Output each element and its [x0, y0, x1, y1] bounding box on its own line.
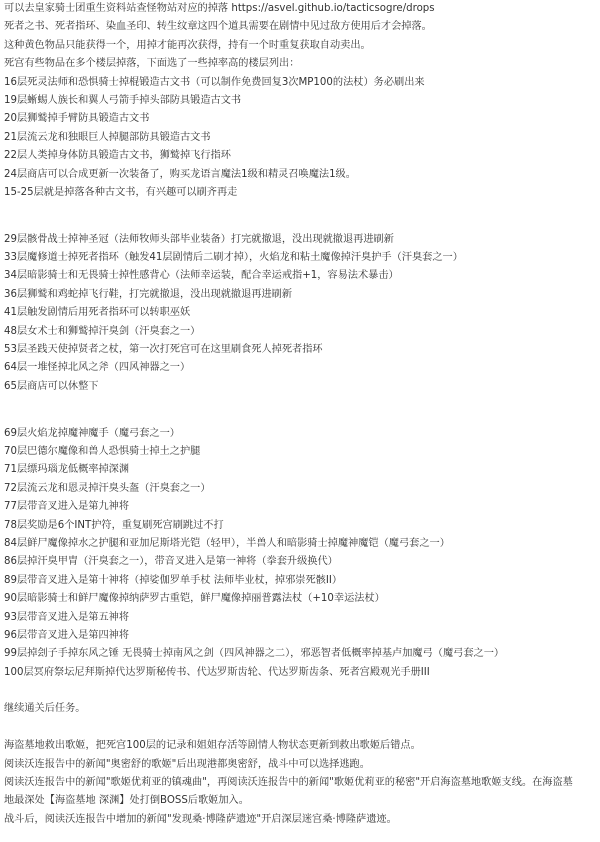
text-line: 33层魔修道士掉死者指环（触发41层剧情后二刷才掉），火焰龙和粘土魔像掉汗臭护手（汗臭套之一） — [4, 252, 463, 264]
text-line: 70层巴德尔魔像和兽人恐惧骑士掉土之护腿 — [4, 445, 201, 457]
text-line: 99层掉刽子手掉东风之锤 无畏骑士掉南风之剑（四风神器之二），邪恶智者低概率掉基卢加魔弓（魔弓套之一） — [4, 648, 505, 660]
text-line: 22层人类掉身体防具锻造古文书，狮鹫掉飞行指环 — [4, 150, 231, 162]
text-line: 战斗后，阅读沃连报告中增加的新闻"发现桑·博隆萨遗迹"开启深层迷宫桑·博隆萨遗迹。 — [4, 813, 397, 825]
intro-section — [4, 0, 596, 202]
text-line: 65层商店可以休整下 — [4, 380, 99, 392]
text-line: 16层死灵法师和恐惧骑士掉棍锻造古文书（可以制作免费回复3次MP100的法杖）务必刷出来 — [4, 76, 425, 88]
spacer — [4, 682, 596, 700]
text-line: 100层冥府祭坛尼拜斯掉代达罗斯秘传书、代达罗斯齿轮、代达罗斯齿条、死者宫殿观光手册III — [4, 666, 430, 678]
spacer — [4, 396, 596, 414]
text-line: 21层流云龙和独眼巨人掉腿部防具锻造古文书 — [4, 131, 211, 143]
text-line: 24层商店可以合成更新一次装备了，购买龙语言魔法1级和精灵召唤魔法1级。 — [4, 168, 356, 180]
post-game-section — [4, 737, 596, 829]
text-line: 64层一堆怪掉北风之斧（四风神器之一） — [4, 362, 191, 374]
spacer — [4, 202, 596, 220]
text-line: 77层带音叉进入是第九神将 — [4, 501, 130, 513]
text-line: 19层蜥蜴人族长和翼人弓箭手掉头部防具锻造古文书 — [4, 94, 242, 106]
document-page — [4, 0, 596, 829]
text-line: 15-25层就是掉落各种古文书，有兴趣可以刷齐再走 — [4, 186, 238, 198]
text-line: 53层圣践天使掉贤者之杖，第一次打死宫可在这里刷食死人掉死者指环 — [4, 344, 323, 356]
floors-69-100-section — [4, 425, 596, 682]
text-line: 72层流云龙和恩灵掉汗臭头盔（汗臭套之一） — [4, 482, 211, 494]
text-line: 84层鲜尸魔像掉水之护腿和亚加尼斯塔光铠（轻甲），半兽人和暗影骑士掉魔神魔铠（魔弓套之一） — [4, 537, 450, 549]
text-line: 78层奖励是6个INT护符，重复刷死宫刷跳过不打 — [4, 519, 224, 531]
text-line: 29层骸骨战士掉神圣冠（法师牧师头部毕业装备）打完就撤退，没出现就撤退再进刷新 — [4, 233, 394, 245]
text-line: 36层狮鹫和鸡蛇掉飞行鞋，打完就撤退，没出现就撤退再进刷新 — [4, 288, 293, 300]
text-line: 96层带音叉进入是第四神将 — [4, 629, 130, 641]
text-line: 89层带音叉进入是第十神将（掉娑伽罗单手杖 法师毕业杖，掉邪崇死骸II） — [4, 574, 343, 586]
continue-note: 继续通关后任务。 — [4, 703, 86, 715]
text-line: 阅读沃连报告中的新闻"奥密舒的歌姬"后出现港都奥密舒，战斗中可以选择逃跑。 — [4, 758, 370, 770]
text-line: 86层掉汗臭甲胄（汗臭套之一），带音叉进入是第一神将（拳套升级换代） — [4, 556, 338, 568]
text-line: 可以去皇家骑士团重生资料站查怪物站对应的掉落 https://asvel.github.io/tacticsogre/drops — [4, 3, 435, 14]
text-line: 69层火焰龙掉魔神魔手（魔弓套之一） — [4, 427, 180, 439]
spacer — [4, 719, 596, 737]
spacer — [4, 221, 596, 231]
text-line: 34层暗影骑士和无畏骑士掉性感背心（法师幸运装，配合幸运戒指+1，容易法术暴击） — [4, 270, 399, 282]
text-line: 48层女术士和狮鹫掉汗臭剑（汗臭套之一） — [4, 325, 201, 337]
text-line: 海盗墓地救出歌姬，把死宫100层的记录和姐姐存活等剧情人物状态更新到救出歌姬后错点。 — [4, 740, 421, 752]
text-line: 阅读沃连报告中的新闻"歌姬优莉亚的镇魂曲"，再阅读沃连报告中的新闻"歌姬优莉亚的秘密"开启海盗墓地歌姬支线。在海盗墓 — [4, 777, 573, 789]
floors-29-65-section — [4, 231, 596, 397]
text-line: 地最深处【海盗墓地 深渊】处打倒BOSS后歌姬加入。 — [4, 795, 249, 807]
text-line: 20层狮鹫掉手臂防具锻造古文书 — [4, 113, 150, 125]
text-line: 死宫有些物品在多个楼层掉落，下面选了一些掉率高的楼层列出： — [4, 58, 300, 70]
text-line: 死者之书、死者指环、染血圣印、转生纹章这四个道具需要在剧情中见过敌方使用后才会掉落。 — [4, 21, 432, 33]
spacer — [4, 415, 596, 425]
text-line: 41层触发剧情后用死者指环可以转职巫妖 — [4, 307, 191, 319]
text-line: 这种黄色物品只能获得一个，用掉才能再次获得，持有一个时重复获取自动卖出。 — [4, 39, 371, 51]
text-line: 71层缥玛瑙龙低概率掉深渊 — [4, 464, 130, 476]
text-line: 90层暗影骑士和鲜尸魔像掉纳萨罗古重铠，鲜尸魔像掉丽普露法杖（+10幸运法杖） — [4, 593, 385, 605]
text-line: 93层带音叉进入是第五神将 — [4, 611, 130, 623]
